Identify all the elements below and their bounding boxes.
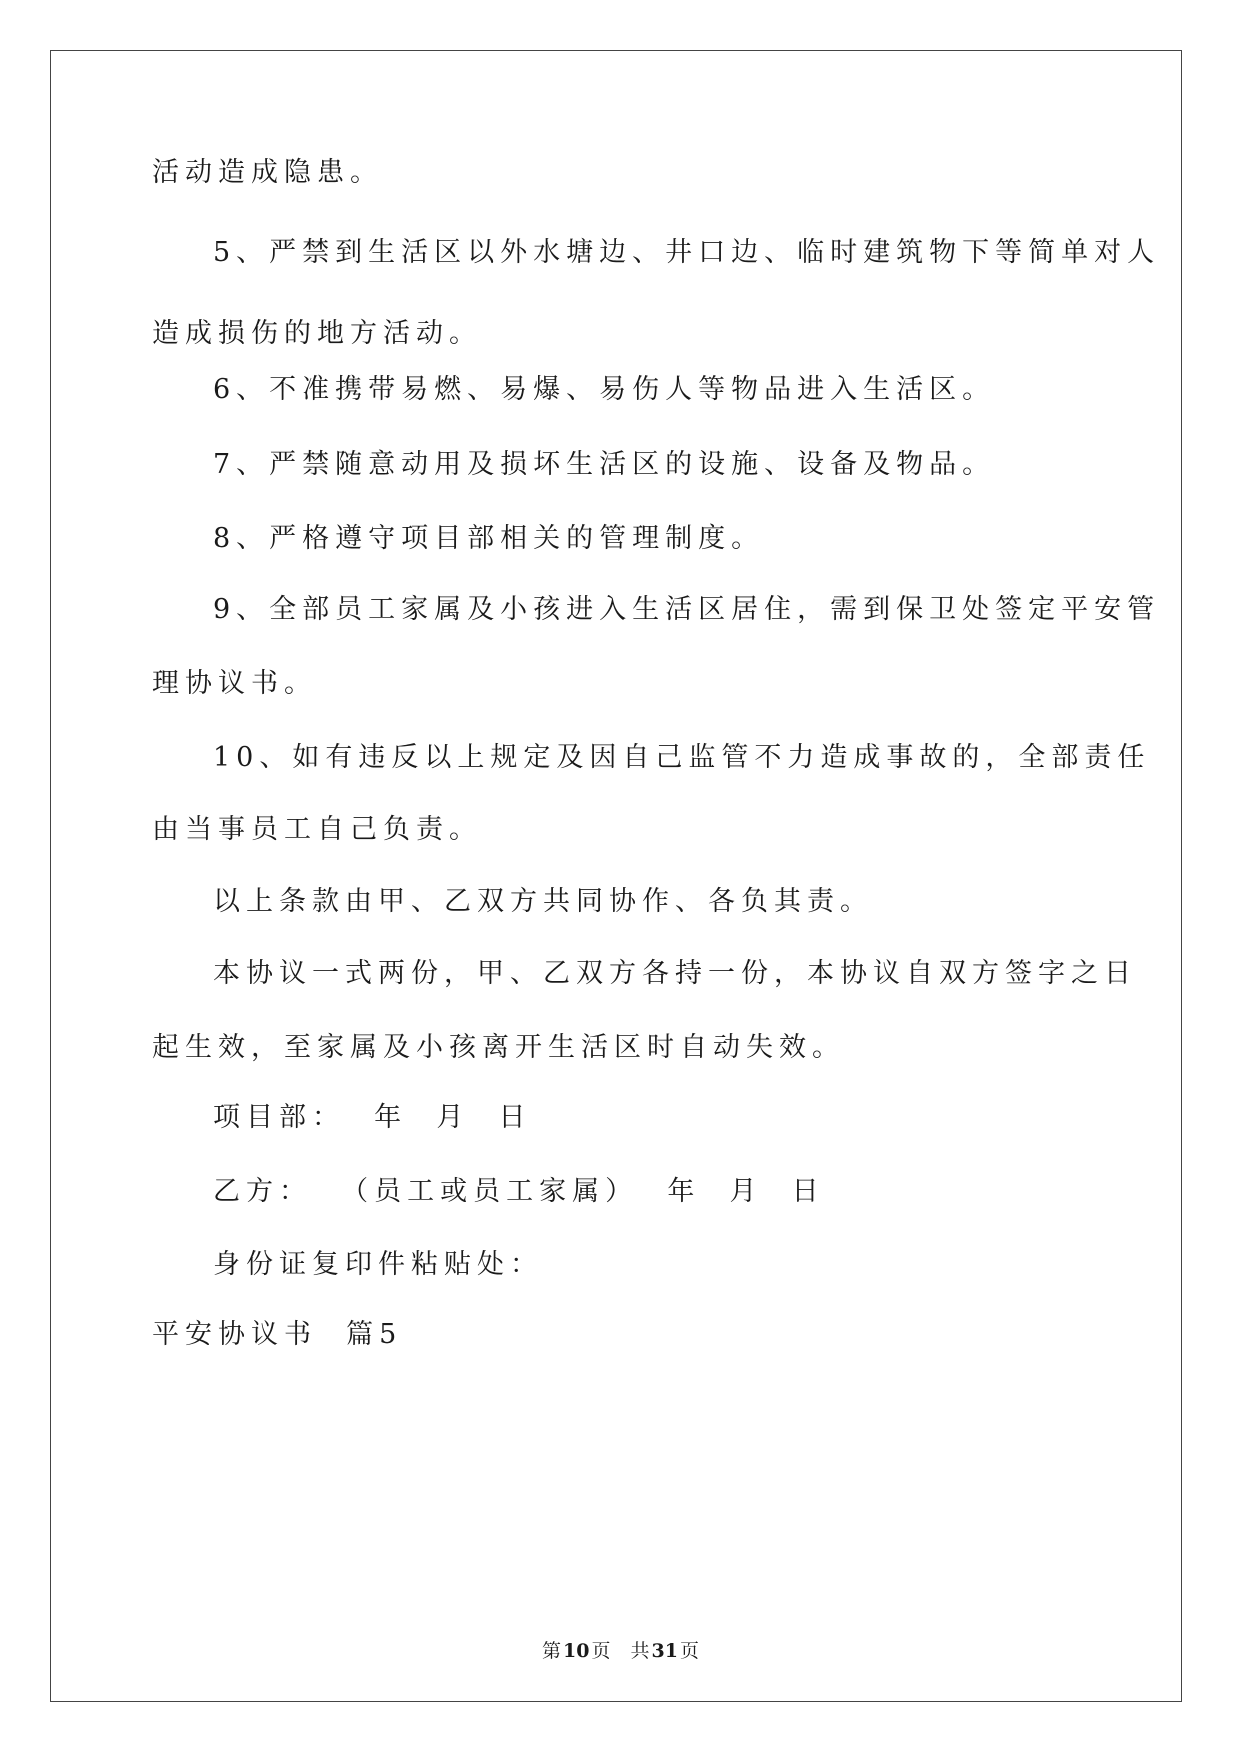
page-footer xyxy=(0,1636,1241,1663)
paragraph-line: 10、如有违反以上规定及因自己监管不力造成事故的，全部责任 xyxy=(213,742,1151,773)
paragraph-line: 6、不准携带易燃、易爆、易伤人等物品进入生活区。 xyxy=(213,374,996,405)
paragraph-line: 9、全部员工家属及小孩进入生活区居住，需到保卫处签定平安管 xyxy=(213,594,1161,625)
footer-total-label: 页 xyxy=(679,1640,699,1662)
paragraph-line: 由当事员工自己负责。 xyxy=(152,814,482,845)
paragraph-line: 8、严格遵守项目部相关的管理制度。 xyxy=(213,523,765,554)
footer-prefix: 第 xyxy=(542,1640,562,1662)
paragraph-line: 本协议一式两份，甲、乙双方各持一份，本协议自双方签字之日 xyxy=(213,958,1137,989)
page-border xyxy=(50,50,1182,1702)
paragraph-line: 理协议书。 xyxy=(152,668,317,699)
signature-line-party-b: 乙方： （员工或员工家属） 年 月 日 xyxy=(213,1176,825,1207)
paragraph-line: 起生效，至家属及小孩离开生活区时自动失效。 xyxy=(152,1032,845,1063)
footer-total-prefix: 共 xyxy=(630,1640,650,1662)
id-copy-label: 身份证复印件粘贴处： xyxy=(213,1249,543,1280)
signature-line-project: 项目部： 年 月 日 xyxy=(213,1102,532,1133)
paragraph-line: 7、严禁随意动用及损坏生活区的设施、设备及物品。 xyxy=(213,449,996,480)
footer-page-label: 页 xyxy=(591,1640,611,1662)
paragraph-line: 造成损伤的地方活动。 xyxy=(152,318,482,349)
paragraph-line: 以上条款由甲、乙双方共同协作、各负其责。 xyxy=(213,886,873,917)
paragraph-line: 5、严禁到生活区以外水塘边、井口边、临时建筑物下等简单对人 xyxy=(213,237,1161,268)
footer-total-pages: 31 xyxy=(651,1640,678,1662)
footer-current-page: 10 xyxy=(563,1640,590,1662)
paragraph-line: 活动造成隐患。 xyxy=(152,157,383,188)
section-heading: 平安协议书 篇5 xyxy=(152,1319,403,1350)
